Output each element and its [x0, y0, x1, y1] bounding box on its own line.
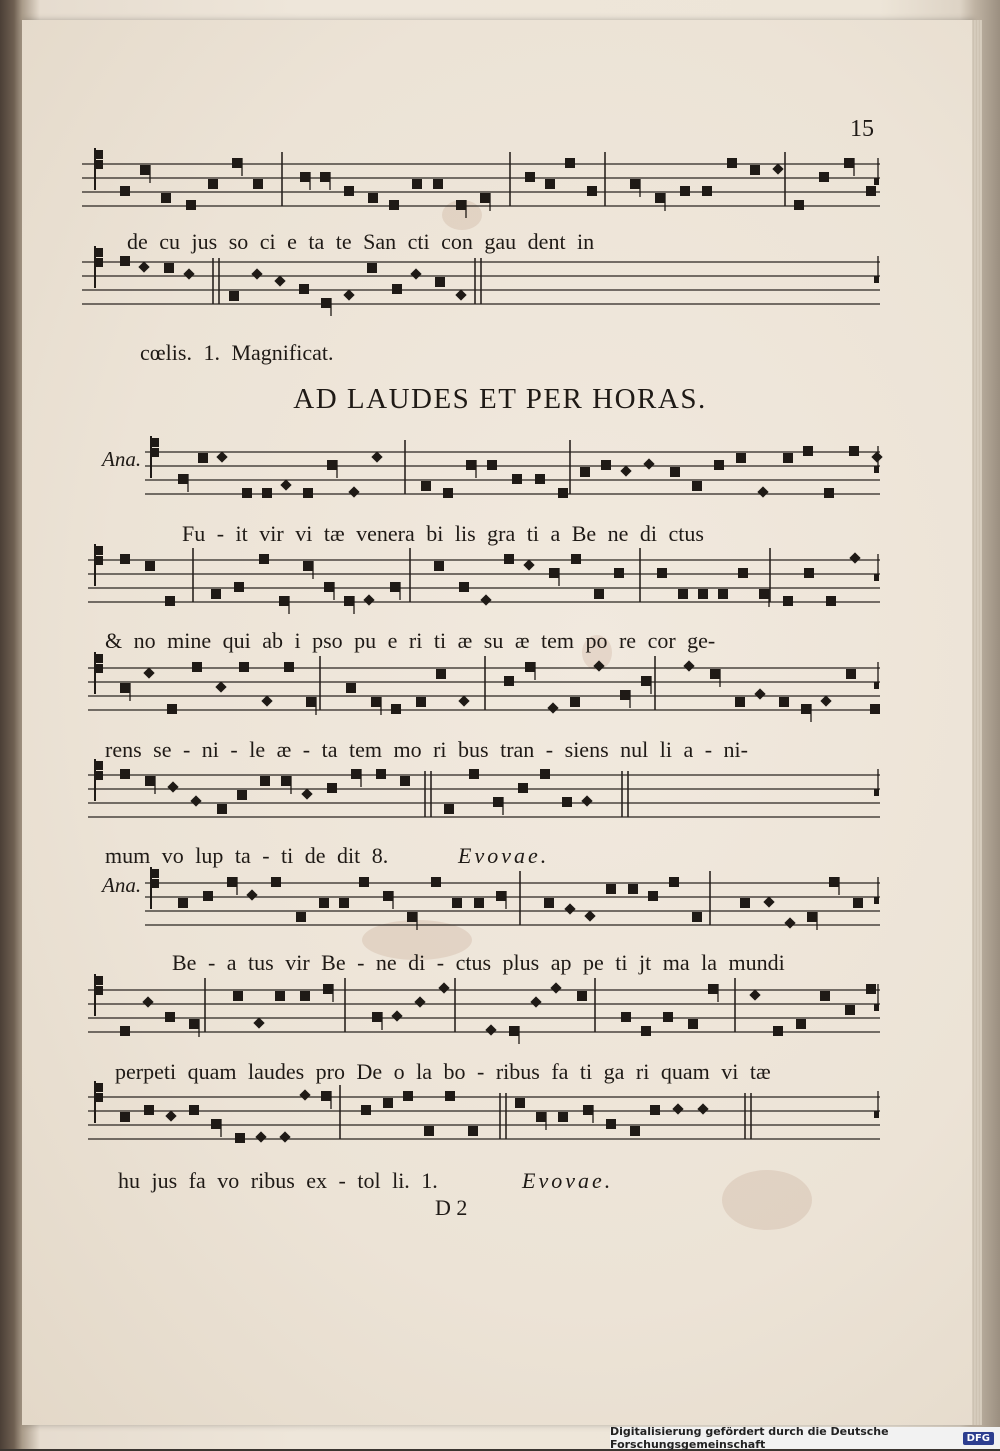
- evovae-label: Evovae.: [458, 843, 550, 868]
- rhombus-note: [251, 268, 262, 279]
- lyrics-line-9: hu jus fa vo ribus ex - tol li. 1.: [118, 1168, 438, 1193]
- square-note: [648, 891, 658, 901]
- square-note: [536, 1112, 546, 1122]
- square-note: [178, 474, 188, 484]
- rhombus-note: [190, 795, 201, 806]
- square-note: [233, 991, 243, 1001]
- square-note: [186, 200, 196, 210]
- square-note: [203, 891, 213, 901]
- rhombus-note: [581, 795, 592, 806]
- square-note: [371, 697, 381, 707]
- evovae-label: Evovae.: [522, 1168, 614, 1193]
- square-note: [496, 891, 506, 901]
- square-note: [670, 467, 680, 477]
- square-note: [606, 1119, 616, 1129]
- square-note: [571, 554, 581, 564]
- square-note: [820, 991, 830, 1001]
- rhombus-note: [820, 695, 831, 706]
- square-note: [714, 460, 724, 470]
- square-note: [445, 1091, 455, 1101]
- rhombus-note: [299, 1089, 310, 1100]
- square-note: [452, 898, 462, 908]
- square-note: [165, 1012, 175, 1022]
- square-note: [621, 1012, 631, 1022]
- rhombus-note: [143, 667, 154, 678]
- square-note: [211, 1119, 221, 1129]
- square-note: [253, 179, 263, 189]
- lyrics-line-5: rens se - ni - le æ - ta tem mo ri bus tran - siens nul li a - ni-: [105, 737, 748, 762]
- square-note: [657, 568, 667, 578]
- square-note: [435, 277, 445, 287]
- rhombus-note: [485, 1024, 496, 1035]
- square-note: [346, 683, 356, 693]
- square-note: [512, 474, 522, 484]
- square-note: [237, 790, 247, 800]
- square-note: [796, 1019, 806, 1029]
- square-note: [145, 561, 155, 571]
- square-note: [344, 596, 354, 606]
- square-note: [281, 776, 291, 786]
- square-note: [594, 589, 604, 599]
- square-note: [540, 769, 550, 779]
- rhombus-note: [215, 681, 226, 692]
- square-note: [866, 984, 876, 994]
- square-note: [650, 1105, 660, 1115]
- square-note: [161, 193, 171, 203]
- rhombus-note: [183, 268, 194, 279]
- rhombus-note: [301, 788, 312, 799]
- square-note: [601, 460, 611, 470]
- square-note: [242, 488, 252, 498]
- square-note: [120, 186, 130, 196]
- square-note: [515, 1098, 525, 1108]
- square-note: [319, 898, 329, 908]
- square-note: [443, 488, 453, 498]
- square-note: [504, 554, 514, 564]
- rhombus-note: [414, 996, 425, 1007]
- square-note: [740, 898, 750, 908]
- square-note: [518, 783, 528, 793]
- square-note: [558, 488, 568, 498]
- square-note: [303, 488, 313, 498]
- rhombus-note: [280, 479, 291, 490]
- square-note: [459, 582, 469, 592]
- square-note: [606, 884, 616, 894]
- square-note: [844, 158, 854, 168]
- square-note: [509, 1026, 519, 1036]
- square-note: [577, 991, 587, 1001]
- square-note: [391, 704, 401, 714]
- lyrics-line-8: perpeti quam laudes pro De o la bo - ribus fa ti ga ri quam vi tæ: [115, 1059, 771, 1084]
- square-note: [466, 460, 476, 470]
- rhombus-note: [165, 1110, 176, 1121]
- square-note: [434, 561, 444, 571]
- footer-bar: [610, 1427, 1000, 1449]
- square-note: [692, 481, 702, 491]
- page-number: 15: [850, 116, 874, 142]
- square-note: [558, 1112, 568, 1122]
- rhombus-note: [458, 695, 469, 706]
- square-note: [628, 884, 638, 894]
- square-note: [801, 704, 811, 714]
- square-note: [120, 256, 130, 266]
- square-note: [783, 596, 793, 606]
- square-note: [846, 669, 856, 679]
- square-note: [641, 1026, 651, 1036]
- square-note: [234, 582, 244, 592]
- square-note: [321, 298, 331, 308]
- rhombus-note: [438, 982, 449, 993]
- rhombus-note: [363, 594, 374, 605]
- square-note: [583, 1105, 593, 1115]
- square-note: [866, 186, 876, 196]
- square-note: [845, 1005, 855, 1015]
- rhombus-note: [620, 465, 631, 476]
- rhombus-note: [167, 781, 178, 792]
- square-note: [296, 912, 306, 922]
- antiphon-label: Ana.: [102, 447, 142, 471]
- square-note: [412, 179, 422, 189]
- square-note: [759, 589, 769, 599]
- square-note: [389, 200, 399, 210]
- square-note: [444, 804, 454, 814]
- rhombus-note: [138, 261, 149, 272]
- square-note: [525, 172, 535, 182]
- rhombus-note: [772, 163, 783, 174]
- square-note: [275, 991, 285, 1001]
- square-note: [708, 984, 718, 994]
- rhombus-note: [672, 1103, 683, 1114]
- square-note: [189, 1105, 199, 1115]
- square-note: [320, 172, 330, 182]
- square-note: [164, 263, 174, 273]
- footer-credit: Digitalisierung gefördert durch die Deutsche Forschungsgemeinschaft: [610, 1425, 889, 1451]
- rhombus-note: [749, 989, 760, 1000]
- rhombus-note: [763, 896, 774, 907]
- square-note: [826, 596, 836, 606]
- square-note: [351, 769, 361, 779]
- rhombus-note: [683, 660, 694, 671]
- square-note: [327, 783, 337, 793]
- section-heading: AD LAUDES ET PER HORAS.: [293, 383, 707, 415]
- square-note: [376, 769, 386, 779]
- square-note: [702, 186, 712, 196]
- square-note: [565, 158, 575, 168]
- square-note: [372, 1012, 382, 1022]
- rhombus-note: [564, 903, 575, 914]
- rhombus-note: [246, 889, 257, 900]
- square-note: [407, 912, 417, 922]
- square-note: [794, 200, 804, 210]
- rhombus-note: [274, 275, 285, 286]
- square-note: [262, 488, 272, 498]
- square-note: [544, 898, 554, 908]
- rhombus-note: [142, 996, 153, 1007]
- square-note: [165, 596, 175, 606]
- square-note: [259, 554, 269, 564]
- square-note: [614, 568, 624, 578]
- rhombus-note: [253, 1017, 264, 1028]
- square-note: [663, 1012, 673, 1022]
- rhombus-note: [348, 486, 359, 497]
- square-note: [433, 179, 443, 189]
- square-note: [324, 582, 334, 592]
- square-note: [456, 200, 466, 210]
- square-note: [120, 1026, 130, 1036]
- square-note: [807, 912, 817, 922]
- square-note: [718, 589, 728, 599]
- square-note: [779, 697, 789, 707]
- square-note: [211, 589, 221, 599]
- square-note: [504, 676, 514, 686]
- square-note: [803, 446, 813, 456]
- square-note: [321, 1091, 331, 1101]
- square-note: [271, 877, 281, 887]
- square-note: [870, 704, 880, 714]
- square-note: [344, 186, 354, 196]
- square-note: [359, 877, 369, 887]
- square-note: [300, 991, 310, 1001]
- square-note: [525, 662, 535, 672]
- square-note: [403, 1091, 413, 1101]
- square-note: [736, 453, 746, 463]
- rhombus-note: [455, 289, 466, 300]
- square-note: [824, 488, 834, 498]
- square-note: [339, 898, 349, 908]
- square-note: [641, 676, 651, 686]
- square-note: [424, 1126, 434, 1136]
- square-note: [178, 898, 188, 908]
- square-note: [710, 669, 720, 679]
- square-note: [192, 662, 202, 672]
- square-note: [392, 284, 402, 294]
- square-note: [849, 446, 859, 456]
- square-note: [773, 1026, 783, 1036]
- lyrics-line-7: Be - a tus vir Be - ne di - ctus plus ap pe ti jt ma la mundi: [172, 950, 785, 975]
- square-note: [235, 1133, 245, 1143]
- square-note: [580, 467, 590, 477]
- square-note: [361, 1105, 371, 1115]
- square-note: [630, 1126, 640, 1136]
- square-note: [217, 804, 227, 814]
- rhombus-note: [784, 917, 795, 928]
- rhombus-note: [643, 458, 654, 469]
- rhombus-note: [371, 451, 382, 462]
- square-note: [232, 158, 242, 168]
- square-note: [655, 193, 665, 203]
- square-note: [140, 165, 150, 175]
- rhombus-note: [410, 268, 421, 279]
- dfg-logo: DFG: [963, 1432, 994, 1445]
- lyrics-line-1: de cu jus so ci e ta te San cti con gau dent in: [127, 229, 595, 254]
- rhombus-note: [550, 982, 561, 993]
- rhombus-note: [593, 660, 604, 671]
- square-note: [323, 984, 333, 994]
- rhombus-note: [547, 702, 558, 713]
- square-note: [688, 1019, 698, 1029]
- square-note: [436, 669, 446, 679]
- signature-mark: D 2: [435, 1195, 468, 1220]
- rhombus-note: [255, 1131, 266, 1142]
- square-note: [327, 460, 337, 470]
- square-note: [469, 769, 479, 779]
- square-note: [738, 568, 748, 578]
- rhombus-note: [530, 996, 541, 1007]
- square-note: [692, 912, 702, 922]
- rhombus-note: [757, 486, 768, 497]
- square-note: [279, 596, 289, 606]
- square-note: [630, 179, 640, 189]
- square-note: [535, 474, 545, 484]
- square-note: [804, 568, 814, 578]
- rhombus-note: [849, 552, 860, 563]
- square-note: [229, 291, 239, 301]
- square-note: [562, 797, 572, 807]
- square-note: [587, 186, 597, 196]
- square-note: [383, 891, 393, 901]
- square-note: [735, 697, 745, 707]
- square-note: [620, 690, 630, 700]
- square-note: [167, 704, 177, 714]
- rhombus-note: [697, 1103, 708, 1114]
- rhombus-note: [279, 1131, 290, 1142]
- lyrics-line-6: mum vo lup ta - ti de dit 8.: [105, 843, 389, 868]
- square-note: [284, 662, 294, 672]
- rhombus-note: [343, 289, 354, 300]
- rhombus-note: [391, 1010, 402, 1021]
- square-note: [383, 1098, 393, 1108]
- square-note: [189, 1019, 199, 1029]
- square-note: [493, 797, 503, 807]
- square-note: [120, 683, 130, 693]
- square-note: [829, 877, 839, 887]
- antiphon-label: Ana.: [102, 873, 142, 897]
- square-note: [480, 193, 490, 203]
- square-note: [367, 263, 377, 273]
- square-note: [300, 172, 310, 182]
- square-note: [669, 877, 679, 887]
- square-note: [783, 453, 793, 463]
- square-note: [400, 776, 410, 786]
- square-note: [299, 284, 309, 294]
- square-note: [570, 697, 580, 707]
- square-note: [819, 172, 829, 182]
- square-note: [680, 186, 690, 196]
- square-note: [198, 453, 208, 463]
- square-note: [208, 179, 218, 189]
- square-note: [431, 877, 441, 887]
- square-note: [306, 697, 316, 707]
- rhombus-note: [480, 594, 491, 605]
- square-note: [390, 582, 400, 592]
- square-note: [487, 460, 497, 470]
- square-note: [416, 697, 426, 707]
- lyrics-line-4: & no mine qui ab i pso pu e ri ti æ su æ tem po re cor ge-: [105, 628, 716, 653]
- square-note: [144, 1105, 154, 1115]
- square-note: [120, 554, 130, 564]
- square-note: [853, 898, 863, 908]
- square-note: [545, 179, 555, 189]
- square-note: [303, 561, 313, 571]
- square-note: [227, 877, 237, 887]
- rhombus-note: [261, 695, 272, 706]
- rhombus-note: [216, 451, 227, 462]
- square-note: [474, 898, 484, 908]
- square-note: [260, 776, 270, 786]
- rhombus-note: [871, 451, 882, 462]
- square-note: [468, 1126, 478, 1136]
- rhombus-note: [754, 688, 765, 699]
- square-note: [678, 589, 688, 599]
- square-note: [368, 193, 378, 203]
- square-note: [750, 165, 760, 175]
- square-note: [698, 589, 708, 599]
- rhombus-note: [523, 559, 534, 570]
- square-note: [549, 568, 559, 578]
- lyrics-line-2: cœlis. 1. Magnificat.: [140, 340, 334, 365]
- square-note: [727, 158, 737, 168]
- lyrics-line-3: Fu - it vir vi tæ venera bi lis gra ti a Be ne di ctus: [182, 521, 704, 546]
- rhombus-note: [584, 910, 595, 921]
- square-note: [120, 769, 130, 779]
- square-note: [145, 776, 155, 786]
- square-note: [120, 1112, 130, 1122]
- square-note: [421, 481, 431, 491]
- square-note: [239, 662, 249, 672]
